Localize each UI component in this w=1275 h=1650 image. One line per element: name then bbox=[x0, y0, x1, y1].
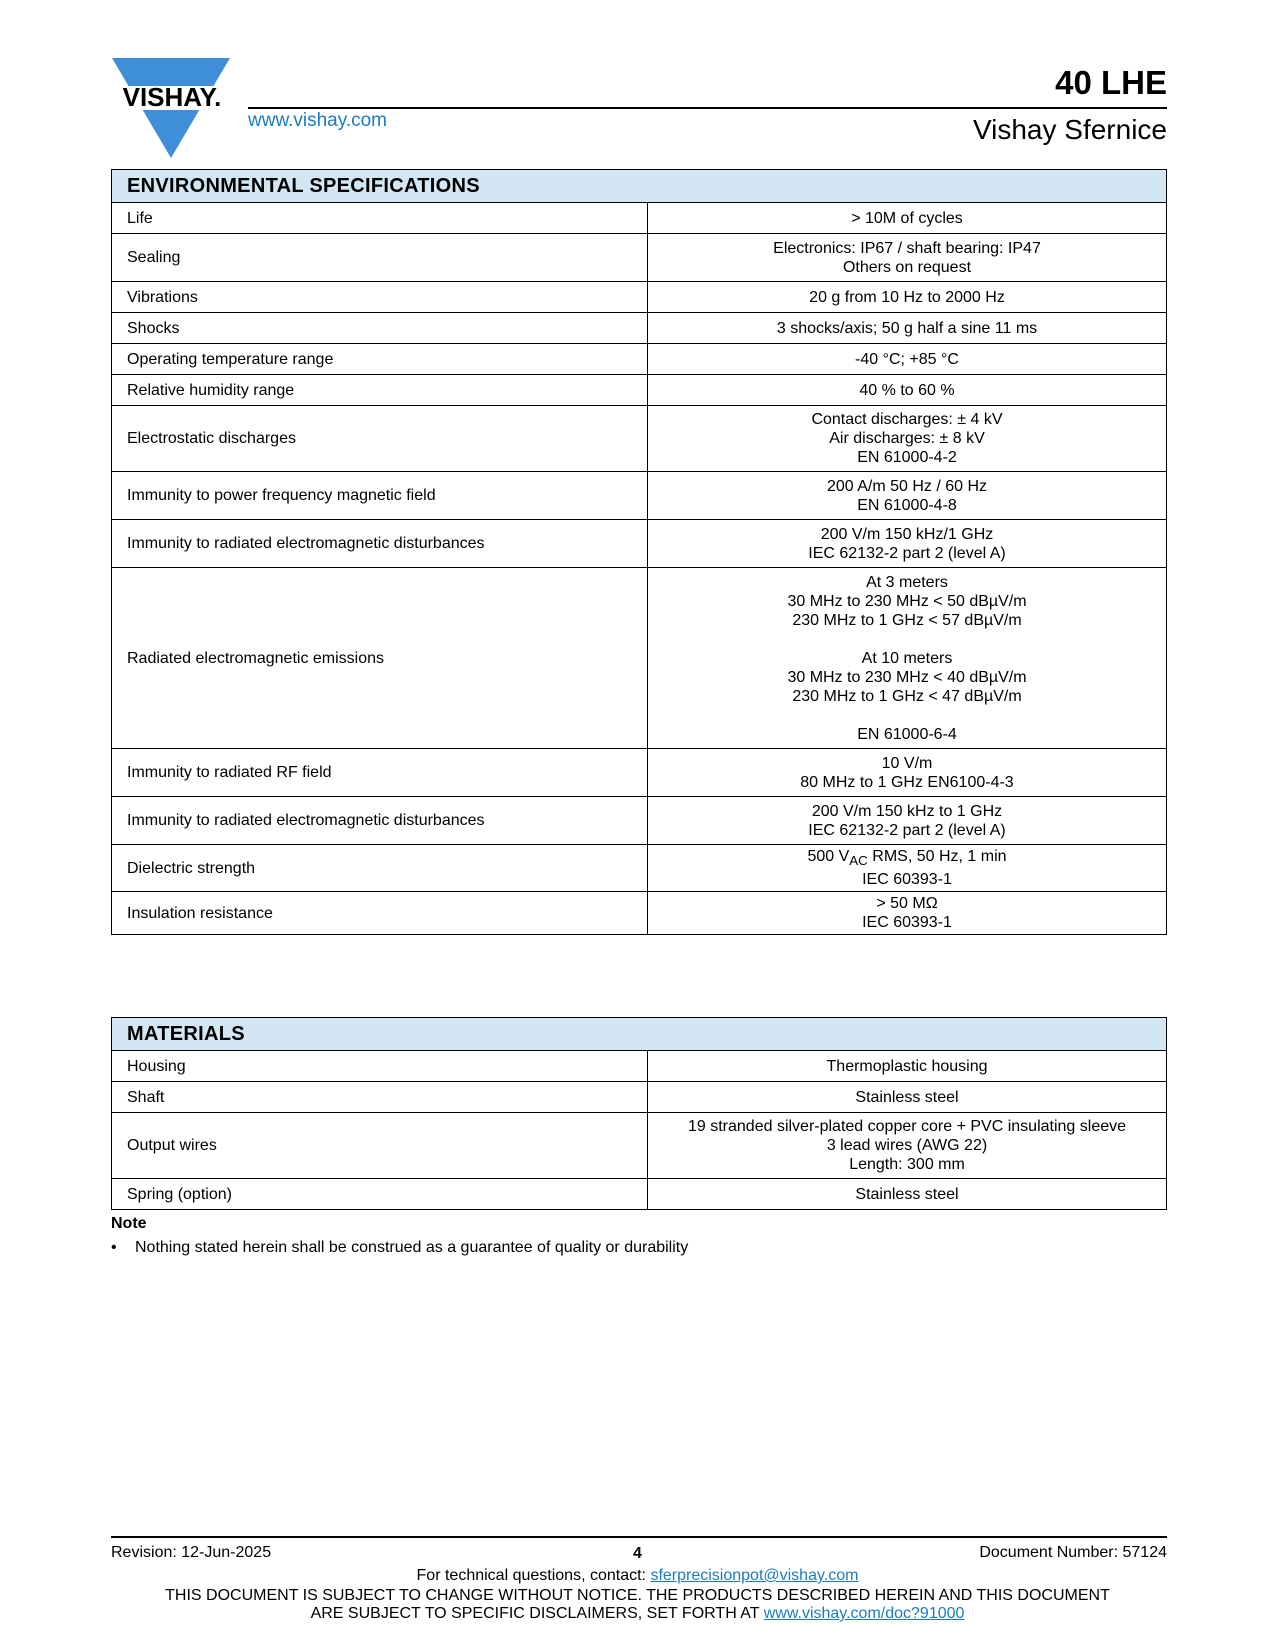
param-cell: Spring (option) bbox=[112, 1179, 648, 1210]
value-cell: 200 V/m 150 kHz to 1 GHz IEC 62132-2 part 2 (level A) bbox=[648, 797, 1167, 845]
value-cell: Stainless steel bbox=[648, 1179, 1167, 1210]
table-row bbox=[112, 406, 1167, 472]
param-cell: Relative humidity range bbox=[112, 375, 648, 406]
param-cell: Sealing bbox=[112, 234, 648, 282]
contact-prefix: For technical questions, contact: bbox=[416, 1567, 651, 1584]
dielectric-value-post: RMS, 50 Hz, 1 min bbox=[867, 848, 1007, 865]
contact-line bbox=[0, 1567, 1275, 1585]
table-row bbox=[112, 749, 1167, 797]
table-row bbox=[112, 568, 1167, 749]
table-row bbox=[112, 472, 1167, 520]
table-row bbox=[112, 892, 1167, 935]
header-rule bbox=[248, 107, 1167, 109]
param-cell: Shocks bbox=[112, 313, 648, 344]
dielectric-value-sub: AC bbox=[849, 853, 868, 869]
table-row bbox=[112, 344, 1167, 375]
document-number: Document Number: 57124 bbox=[979, 1544, 1167, 1561]
note-item bbox=[111, 1239, 688, 1257]
param-cell: Immunity to power frequency magnetic field bbox=[112, 472, 648, 520]
param-cell: Life bbox=[112, 203, 648, 234]
value-cell: Contact discharges: ± 4 kV Air discharges: ± 8 kV EN 61000-4-2 bbox=[648, 406, 1167, 472]
value-cell: 19 stranded silver-plated copper core + PVC insulating sleeve 3 lead wires (AWG 22) Length: 300 mm bbox=[648, 1113, 1167, 1179]
website-link[interactable]: www.vishay.com bbox=[248, 110, 388, 131]
table-row bbox=[112, 797, 1167, 845]
value-cell: 200 V/m 150 kHz/1 GHz IEC 62132-2 part 2 (level A) bbox=[648, 520, 1167, 568]
environmental-title: ENVIRONMENTAL SPECIFICATIONS bbox=[112, 170, 1167, 203]
footer-rule bbox=[111, 1536, 1167, 1538]
param-cell: Immunity to radiated electromagnetic disturbances bbox=[112, 520, 648, 568]
revision-date: Revision: 12-Jun-2025 bbox=[111, 1544, 272, 1561]
value-cell: 200 A/m 50 Hz / 60 Hz EN 61000-4-8 bbox=[648, 472, 1167, 520]
table-row bbox=[112, 282, 1167, 313]
value-cell: Stainless steel bbox=[648, 1082, 1167, 1113]
value-cell: 3 shocks/axis; 50 g half a sine 11 ms bbox=[648, 313, 1167, 344]
table-row bbox=[112, 1082, 1167, 1113]
param-cell: Insulation resistance bbox=[112, 892, 648, 935]
vishay-logo bbox=[110, 56, 234, 160]
bullet-icon: • bbox=[111, 1239, 117, 1256]
value-cell: 20 g from 10 Hz to 2000 Hz bbox=[648, 282, 1167, 313]
value-cell: 10 V/m 80 MHz to 1 GHz EN6100-4-3 bbox=[648, 749, 1167, 797]
param-cell: Electrostatic discharges bbox=[112, 406, 648, 472]
materials-table bbox=[111, 1017, 1167, 1210]
disclaimer-line-1: THIS DOCUMENT IS SUBJECT TO CHANGE WITHOUT NOTICE. THE PRODUCTS DESCRIBED HEREIN AND THIS DOCUMENT bbox=[165, 1587, 1110, 1604]
param-cell: Housing bbox=[112, 1051, 648, 1082]
note-text: Nothing stated herein shall be construed as a guarantee of quality or durability bbox=[135, 1239, 689, 1256]
value-cell: -40 °C; +85 °C bbox=[648, 344, 1167, 375]
materials-title: MATERIALS bbox=[112, 1018, 1167, 1051]
disclaimer bbox=[0, 1587, 1275, 1623]
disclaimer-line-2-text: ARE SUBJECT TO SPECIFIC DISCLAIMERS, SET FORTH AT bbox=[310, 1605, 764, 1622]
product-title: 40 LHE bbox=[1055, 64, 1167, 101]
param-cell: Vibrations bbox=[112, 282, 648, 313]
value-cell: At 3 meters 30 MHz to 230 MHz < 50 dBµV/m 230 MHz to 1 GHz < 57 dBµV/m At 10 meters 30 MHz to 230 MHz < 40 dBµV/m 230 MHz to 1 GHz < 47 dBµV/m EN 61000-6-4 bbox=[648, 568, 1167, 749]
param-cell: Radiated electromagnetic emissions bbox=[112, 568, 648, 749]
param-cell: Output wires bbox=[112, 1113, 648, 1179]
table-row bbox=[112, 203, 1167, 234]
param-cell: Immunity to radiated RF field bbox=[112, 749, 648, 797]
table-row bbox=[112, 234, 1167, 282]
value-cell: > 50 MΩ IEC 60393-1 bbox=[648, 892, 1167, 935]
note-title: Note bbox=[111, 1215, 147, 1232]
contact-email-link[interactable]: sferprecisionpot@vishay.com bbox=[650, 1567, 859, 1584]
table-row bbox=[112, 1113, 1167, 1179]
table-row bbox=[112, 1179, 1167, 1210]
value-cell: Thermoplastic housing bbox=[648, 1051, 1167, 1082]
disclaimer-line-2 bbox=[0, 1605, 1275, 1623]
company-name: Vishay Sfernice bbox=[972, 114, 1167, 145]
table-row bbox=[112, 1051, 1167, 1082]
table-row bbox=[112, 520, 1167, 568]
value-cell: Electronics: IP67 / shaft bearing: IP47 Others on request bbox=[648, 234, 1167, 282]
dielectric-value-pre: 500 V bbox=[807, 848, 850, 865]
page-number: 4 bbox=[633, 1545, 642, 1562]
value-cell: 40 % to 60 % bbox=[648, 375, 1167, 406]
table-row bbox=[112, 845, 1167, 892]
param-cell: Operating temperature range bbox=[112, 344, 648, 375]
disclaimer-link[interactable]: www.vishay.com/doc?91000 bbox=[763, 1605, 965, 1622]
table-row bbox=[112, 313, 1167, 344]
param-cell: Dielectric strength bbox=[112, 845, 648, 892]
value-cell: > 10M of cycles bbox=[648, 203, 1167, 234]
param-cell: Shaft bbox=[112, 1082, 648, 1113]
table-row bbox=[112, 375, 1167, 406]
environmental-specifications-table bbox=[111, 169, 1167, 935]
dielectric-standard: IEC 60393-1 bbox=[862, 871, 952, 889]
value-cell bbox=[648, 845, 1167, 892]
param-cell: Immunity to radiated electromagnetic disturbances bbox=[112, 797, 648, 845]
logo-text: VISHAY. bbox=[122, 82, 222, 112]
